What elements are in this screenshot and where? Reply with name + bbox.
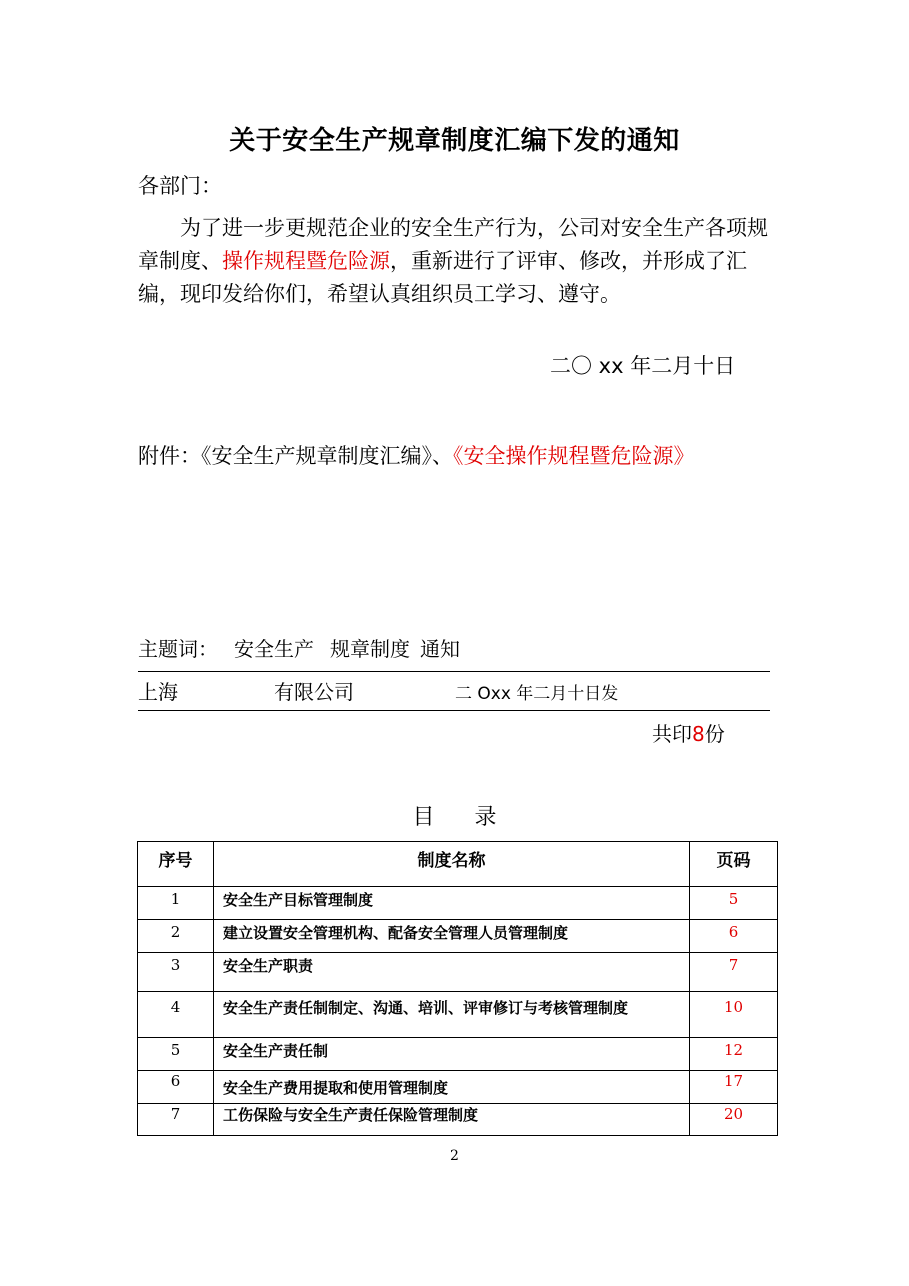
- body-text-part1: 为了进一步更规范企业的安全生产行为，公司对安全生产各项规章制度、: [138, 216, 768, 273]
- attachment-label: 附件：: [138, 444, 201, 468]
- toc-row-num: 5: [138, 1038, 214, 1071]
- table-row: [138, 953, 778, 992]
- toc-row-num: 6: [138, 1071, 214, 1104]
- toc-row-num: 1: [138, 887, 214, 920]
- table-row: [138, 1038, 778, 1071]
- toc-row-name: 安全生产目标管理制度: [214, 887, 690, 920]
- keywords-line: [138, 633, 460, 662]
- toc-row-name: 安全生产费用提取和使用管理制度: [214, 1071, 690, 1104]
- salutation: 各部门：: [138, 174, 222, 198]
- toc-row-page: 7: [690, 953, 778, 992]
- toc-header-page: 页码: [690, 842, 778, 887]
- toc-title-left: 目: [412, 805, 435, 830]
- toc-header-num: 序号: [138, 842, 214, 887]
- body-text-part2: ，重新进行了评审、修改，并形成了汇编，现印发给你们，希望认真组织员工学习、遵守。: [138, 249, 747, 306]
- copies-suffix: 份: [704, 722, 725, 746]
- toc-header-row: [138, 842, 778, 887]
- toc-table: [137, 841, 778, 1136]
- toc-title: [0, 800, 909, 831]
- toc-row-page: 20: [690, 1104, 778, 1136]
- copies-prefix: 共印: [652, 722, 692, 746]
- table-row: [138, 887, 778, 920]
- toc-row-num: 2: [138, 920, 214, 953]
- attachment-line: [138, 440, 695, 470]
- toc-row-page: 12: [690, 1038, 778, 1071]
- page-number: 2: [450, 1148, 459, 1164]
- issuer-company: 有限公司: [274, 680, 354, 704]
- keyword-3: 通知: [420, 637, 460, 661]
- toc-row-num: 3: [138, 953, 214, 992]
- toc-row-page: 17: [690, 1071, 778, 1104]
- toc-row-page: 6: [690, 920, 778, 953]
- toc-row-name: 建立设置安全管理机构、配备安全管理人员管理制度: [214, 920, 690, 953]
- body-text-highlight: 操作规程暨危险源: [222, 249, 390, 273]
- issuer-city: 上海: [138, 680, 178, 704]
- toc-row-page: 5: [690, 887, 778, 920]
- notice-title: 关于安全生产规章制度汇编下发的通知: [229, 126, 680, 156]
- copies-number: 8: [692, 722, 705, 746]
- table-row: [138, 1071, 778, 1104]
- notice-body: [138, 212, 778, 311]
- table-row: [138, 1104, 778, 1136]
- toc-row-name: 安全生产责任制制定、沟通、培训、评审修订与考核管理制度: [214, 992, 690, 1038]
- toc-row-name: 安全生产责任制: [214, 1038, 690, 1071]
- toc-header-name: 制度名称: [214, 842, 690, 887]
- divider-bottom: [138, 710, 770, 711]
- attachment-item-1: 《安全生产规章制度汇编》、: [201, 444, 453, 468]
- keyword-2: 规章制度: [330, 637, 410, 661]
- toc-title-right: 录: [474, 805, 497, 830]
- table-row: [138, 920, 778, 953]
- toc-row-page: 10: [690, 992, 778, 1038]
- toc-row-num: 7: [138, 1104, 214, 1136]
- attachment-item-2: 《安全操作规程暨危险源》: [453, 444, 695, 468]
- toc-row-num: 4: [138, 992, 214, 1038]
- keywords-label: 主题词：: [138, 637, 218, 661]
- issue-date: 二 Oxx 年二月十日发: [455, 684, 619, 704]
- toc-row-name: 工伤保险与安全生产责任保险管理制度: [214, 1104, 690, 1136]
- copies-count: [652, 718, 725, 747]
- notice-date: 二〇 xx 年二月十日: [550, 354, 736, 378]
- divider-top: [138, 671, 770, 672]
- keyword-1: 安全生产: [234, 637, 314, 661]
- table-row: [138, 992, 778, 1038]
- toc-row-name: 安全生产职责: [214, 953, 690, 992]
